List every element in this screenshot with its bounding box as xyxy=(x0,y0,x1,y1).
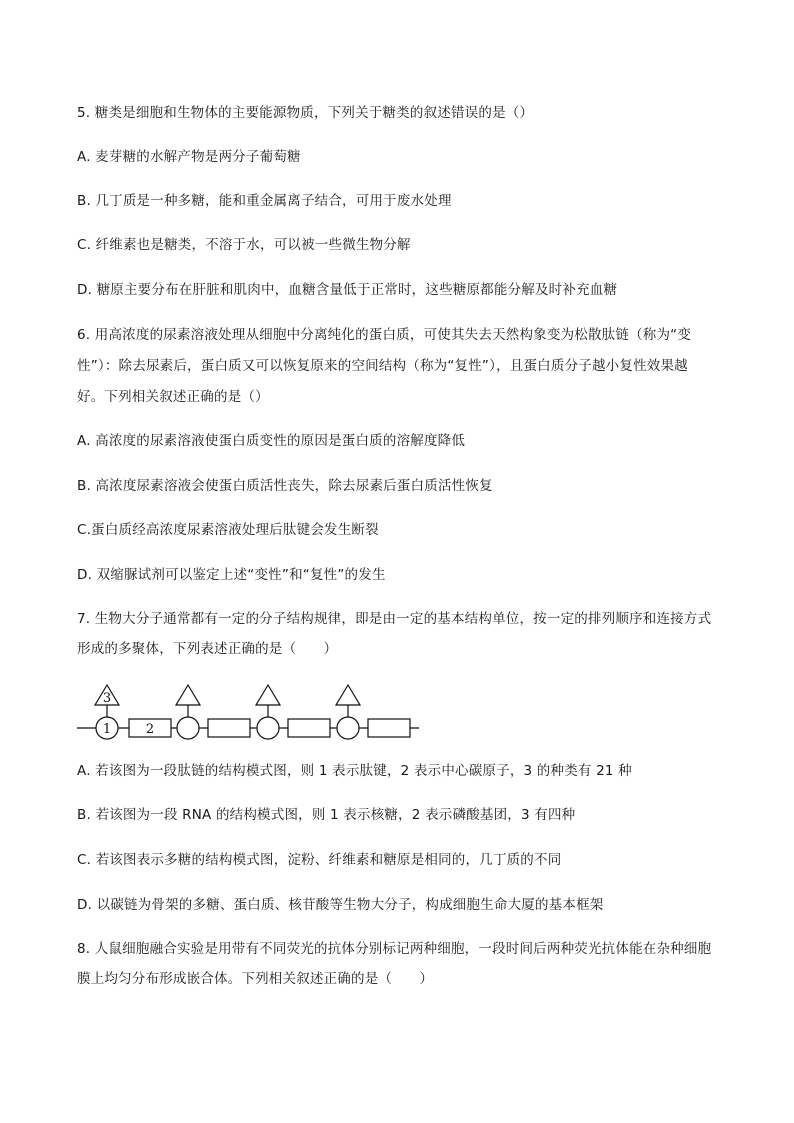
triangle-unit xyxy=(256,685,280,705)
rect-label: 2 xyxy=(145,722,155,737)
q5-stem: 5. 糖类是细胞和生物体的主要能源物质，下列关于糖类的叙述错误的是（） xyxy=(77,105,534,121)
q6-stem-line-2: 性”）：除去尿素后，蛋白质又可以恢复原来的空间结构（称为“复性”），且蛋白质分子越小复性效果越 xyxy=(77,358,688,374)
rect-unit xyxy=(288,719,330,737)
q5-option-b: B. 几丁质是一种多糖，能和重金属离子结合，可用于废水处理 xyxy=(77,193,452,209)
circle-unit xyxy=(337,717,359,739)
circle-unit xyxy=(177,717,199,739)
q5-option-a: A. 麦芽糖的水解产物是两分子葡萄糖 xyxy=(77,149,301,165)
q7-stem-line-2: 形成的多聚体，下列表述正确的是（ ） xyxy=(77,641,338,657)
q7-polymer-diagram xyxy=(77,683,427,745)
q6-option-c: C.蛋白质经高浓度尿素溶液处理后肽键会发生断裂 xyxy=(77,522,379,538)
rect-unit xyxy=(368,719,410,737)
rect-unit xyxy=(208,719,250,737)
q6-option-a: A. 高浓度的尿素溶液使蛋白质变性的原因是蛋白质的溶解度降低 xyxy=(77,433,466,449)
triangle-unit xyxy=(176,685,200,705)
circle-label: 1 xyxy=(102,722,112,737)
q7-stem-line-1: 7. 生物大分子通常都有一定的分子结构规律，即是由一定的基本结构单位，按一定的排列顺序和连接方式 xyxy=(77,611,712,627)
q8-stem-line-2: 膜上均匀分布形成嵌合体。下列相关叙述正确的是（ ） xyxy=(77,971,434,987)
q7-option-c: C. 若该图表示多糖的结构模式图，淀粉、纤维素和糖原是相同的，几丁质的不同 xyxy=(77,852,562,868)
q7-option-b: B. 若该图为一段 RNA 的结构模式图，则 1 表示核糖，2 表示磷酸基团，3 有四种 xyxy=(77,807,576,823)
q6-stem-line-3: 好。下列相关叙述正确的是（） xyxy=(77,389,269,405)
q7-option-d: D. 以碳链为骨架的多糖、蛋白质、核苷酸等生物大分子，构成细胞生命大厦的基本框架 xyxy=(77,897,604,913)
triangle-label: 3 xyxy=(102,691,112,706)
q6-option-d: D. 双缩脲试剂可以鉴定上述“变性”和“复性”的发生 xyxy=(77,567,386,583)
q8-stem-line-1: 8. 人鼠细胞融合实验是用带有不同荧光的抗体分别标记两种细胞，一段时间后两种荧光抗体能在杂种细胞 xyxy=(77,941,712,957)
q5-option-c: C. 纤维素也是糖类，不溶于水，可以被一些微生物分解 xyxy=(77,237,411,253)
q6-stem-line-1: 6. 用高浓度的尿素溶液处理从细胞中分离纯化的蛋白质，可使其失去天然构象变为松散肽链（称为“变 xyxy=(77,327,692,343)
triangle-unit xyxy=(336,685,360,705)
circle-unit xyxy=(257,717,279,739)
q5-option-d: D. 糖原主要分布在肝脏和肌肉中，血糖含量低于正常时，这些糖原都能分解及时补充血糖 xyxy=(77,282,618,298)
q7-option-a: A. 若该图为一段肽链的结构模式图，则 1 表示肽键，2 表示中心碳原子，3 的种类有 21 种 xyxy=(77,763,632,779)
q6-option-b: B. 高浓度尿素溶液会使蛋白质活性丧失，除去尿素后蛋白质活性恢复 xyxy=(77,478,493,494)
